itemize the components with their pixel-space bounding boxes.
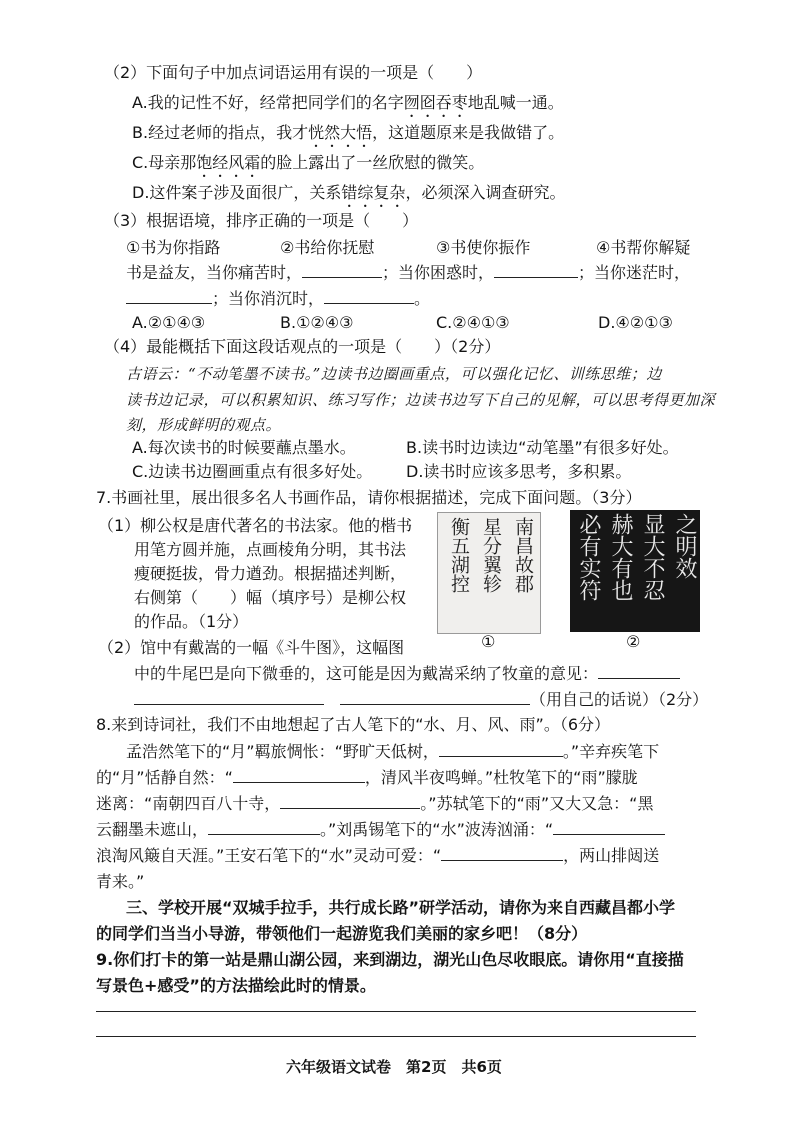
q3-opt4: ④书帮你解疑 [596, 238, 691, 257]
calligraphy-image-2: 之明效 显大不忍 赫大有也 必有实符 [570, 510, 700, 632]
answer-blank[interactable] [439, 741, 563, 757]
q7-p2-line2: 中的牛尾巴是向下微垂的，这可能是因为戴嵩采纳了牧童的意见： [134, 663, 680, 685]
q4-passage-line3: 刻，形成鲜明的观点。 [126, 416, 282, 434]
q2-option-d: D.这件案子涉及面很广，关系错综复杂，必须深入调查研究。 [132, 183, 566, 202]
image-2-label: ② [626, 632, 641, 651]
q4-title: （4）最能概括下面这段话观点的一项是（ ）（2分） [104, 337, 501, 356]
q4-passage-line2: 读书边记录，可以积累知识、练习写作；边读书边写下自己的见解，可以思考得更加深 [126, 391, 716, 409]
calligraphy-image-1: 南昌故郡 星分翼轸 衡五湖控 [437, 512, 541, 634]
q3-context-line1: 书是益友，当你痛苦时， ；当你困惑时， ；当你迷茫时， [126, 263, 691, 282]
q7-title: 7.书画社里，展出很多名人书画作品，请你根据描述，完成下面问题。（3分） [96, 488, 642, 507]
answer-blank[interactable] [233, 767, 365, 783]
q8-line1: 孟浩然笔下的“月”羁旅惆怅：“野旷天低树， 。”辛弃疾笔下 [126, 742, 660, 761]
q2-option-c: C.母亲那饱经风霜的脸上露出了一丝欣慰的微笑。 [132, 153, 485, 172]
section-3-heading-cont: 的同学们当当小导游，带领他们一起游览我们美丽的家乡吧！（8分） [96, 924, 588, 943]
dotted-word: 饱经风霜 [196, 153, 261, 172]
q7-p1-line2: 用笔方圆并施，点画棱角分明，其书法 [134, 540, 407, 559]
section-3-heading: 三、学校开展“双城手拉手，共行成长路”研学活动，请你为来自西藏昌都小学 [126, 898, 676, 917]
q3-context-line2: ；当你消沉时， 。 [126, 288, 430, 310]
dotted-word: 错综复杂 [341, 183, 406, 202]
q2-option-b: B.经过老师的指点，我才恍然大悟，这道题原来是我做错了。 [132, 123, 565, 142]
q3-choice-c: C.②④①③ [436, 313, 510, 332]
answer-blank[interactable] [208, 819, 320, 835]
answer-blank[interactable] [324, 288, 414, 304]
q7-p1-line3: 瘦硬挺拔，骨力遒劲。根据描述判断， [134, 564, 407, 583]
q4-option-d: D.读书时应该多思考，多积累。 [406, 462, 632, 481]
q4-option-c: C.边读书边圈画重点有很多好处。 [132, 462, 373, 481]
q3-choice-d: D.④②①③ [598, 313, 673, 332]
answer-blank[interactable] [494, 262, 578, 278]
q8-line5: 浪淘风簸自天涯。”王安石笔下的“水”灵动可爱：“ ，两山排闼送 [96, 846, 660, 865]
q7-p2-line1: （2）馆中有戴嵩的一幅《斗牛图》，这幅图 [98, 638, 405, 657]
q8-line2: 的“月”恬静自然：“ ，清风半夜鸣蝉。”杜牧笔下的“雨”朦胧 [96, 768, 638, 787]
answer-blank[interactable] [553, 819, 665, 835]
answer-blank[interactable] [126, 288, 212, 304]
image-1-label: ① [481, 632, 496, 651]
q9-answer-line-1[interactable] [96, 1011, 696, 1012]
answer-blank[interactable] [280, 793, 420, 809]
q8-line4: 云翻墨未遮山， 。”刘禹锡笔下的“水”波涛汹涌：“ [96, 819, 665, 841]
q2-option-a: A.我的记性不好，经常把同学们的名字囫囵吞枣地乱喊一通。 [132, 93, 564, 112]
q8-line3: 迷离：“南朝四百八十寺， 。”苏轼笔下的“雨”又大又急：“黑 [96, 794, 654, 813]
q9-line2: 写景色+感受”的方法描绘此时的情景。 [96, 976, 376, 995]
answer-blank[interactable] [340, 689, 530, 705]
q3-opt2: ②书给你抚慰 [280, 238, 375, 257]
answer-blank[interactable] [598, 663, 680, 679]
q9-answer-line-2[interactable] [96, 1036, 696, 1037]
answer-blank[interactable] [134, 689, 324, 705]
q7-p1-line4: 右侧第（ ）幅（填序号）是柳公权 [134, 588, 407, 607]
q4-option-b: B.读书时边读边“动笔墨”有很多好处。 [406, 438, 679, 457]
q8-line6: 青来。” [96, 872, 145, 891]
q4-passage-line1: 古语云：“不动笔墨不读书。”边读书边圈画重点，可以强化记忆、训练思维；边 [126, 365, 662, 383]
q3-opt3: ③书使你振作 [436, 238, 531, 257]
q3-choice-a: A.②①④③ [132, 313, 206, 332]
answer-blank[interactable] [441, 845, 563, 861]
q7-p1-line1: （1）柳公权是唐代著名的书法家。他的楷书 [98, 516, 413, 535]
dotted-word: 囫囵吞枣 [403, 93, 468, 112]
q8-title: 8.来到诗词社，我们不由地想起了古人笔下的“水、月、风、雨”。（6分） [96, 715, 611, 734]
q7-p2-line3: （用自己的话说）（2分） [134, 689, 708, 711]
answer-blank[interactable] [302, 262, 382, 278]
page-footer: 六年级语文试卷 第2页 共6页 [286, 1058, 502, 1076]
q7-p1-line5: 的作品。（1分） [134, 612, 249, 631]
dotted-word: 恍然大悟 [308, 123, 373, 142]
q4-option-a: A.每次读书的时候要蘸点墨水。 [132, 438, 356, 457]
q2-title: （2）下面句子中加点词语运用有误的一项是（ ） [104, 63, 483, 82]
q3-title: （3）根据语境，排序正确的一项是（ ） [104, 211, 419, 230]
q3-choice-b: B.①②④③ [280, 313, 354, 332]
q3-opt1: ①书为你指路 [126, 238, 221, 257]
q9-line1: 9.你们打卡的第一站是鼎山湖公园，来到湖边，湖光山色尽收眼底。请你用“直接描 [96, 950, 684, 969]
